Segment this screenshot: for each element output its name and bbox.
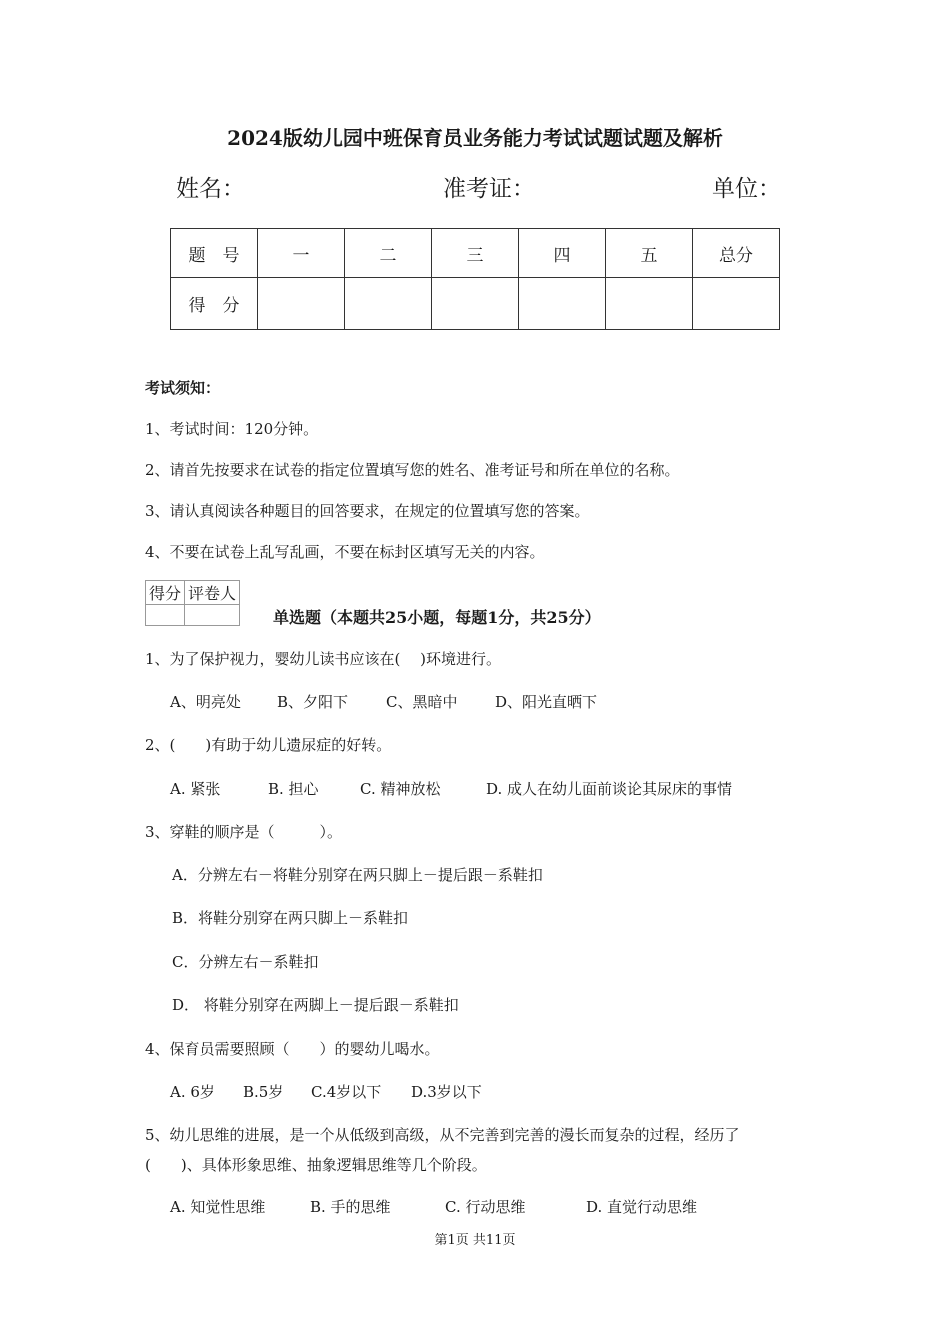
unit-label: 单位： — [712, 176, 781, 202]
q5-option-a: A. 知觉性思维 — [170, 1198, 266, 1216]
score-input-cell[interactable] — [258, 278, 345, 330]
q5-option-c: C. 行动思维 — [445, 1198, 526, 1216]
score-table-cell: 一 — [258, 229, 345, 278]
page-title: 2024版幼儿园中班保育员业务能力考试试题试题及解析 — [227, 126, 723, 150]
q4-option-d: D.3岁以下 — [411, 1083, 482, 1101]
score-table — [170, 228, 780, 330]
section-title: 单选题（本题共25小题，每题1分，共25分） — [273, 608, 601, 627]
q4-option-b: B.5岁 — [243, 1083, 284, 1101]
q3-option-b: B．将鞋分别穿在两只脚上－系鞋扣 — [172, 909, 409, 927]
grader-name-label: 评卷人 — [185, 581, 240, 605]
score-input-cell[interactable] — [345, 278, 432, 330]
q3-option-d: D． 将鞋分别穿在两脚上－提后跟－系鞋扣 — [172, 996, 459, 1014]
grader-score-label: 得分 — [146, 581, 185, 605]
q2-option-a: A. 紧张 — [170, 780, 221, 798]
score-row-label: 得 分 — [171, 278, 258, 330]
q2-option-c: C. 精神放松 — [360, 780, 441, 798]
notice-item: 2、请首先按要求在试卷的指定位置填写您的姓名、准考证号和所在单位的名称。 — [145, 461, 680, 479]
score-input-cell[interactable] — [432, 278, 519, 330]
score-input-cell[interactable] — [606, 278, 693, 330]
q2-option-d: D. 成人在幼儿面前谈论其尿床的事情 — [486, 780, 733, 798]
exam-id-label: 准考证： — [443, 176, 535, 202]
q2-option-b: B. 担心 — [268, 780, 319, 798]
score-table-cell: 总分 — [693, 229, 780, 278]
question-5-line-1: 5、幼儿思维的进展，是一个从低级到高级，从不完善到完善的漫长而复杂的过程，经历了 — [145, 1126, 740, 1144]
grader-name-cell[interactable] — [185, 605, 240, 626]
page-footer: 第1页 共11页 — [434, 1233, 516, 1248]
q1-option-b: B、夕阳下 — [277, 693, 349, 711]
score-table-header-row — [171, 229, 780, 278]
q5-option-b: B. 手的思维 — [310, 1198, 391, 1216]
notice-item: 3、请认真阅读各种题目的回答要求，在规定的位置填写您的答案。 — [145, 502, 590, 520]
q3-option-c: C．分辨左右－系鞋扣 — [172, 953, 319, 971]
score-table-cell: 题 号 — [171, 229, 258, 278]
score-input-cell[interactable] — [519, 278, 606, 330]
notice-heading: 考试须知： — [145, 379, 221, 397]
name-label: 姓名： — [176, 176, 245, 202]
score-table-cell: 五 — [606, 229, 693, 278]
notice-item: 4、不要在试卷上乱写乱画，不要在标封区填写无关的内容。 — [145, 543, 545, 561]
q1-option-d: D、阳光直晒下 — [495, 693, 598, 711]
question-5-line-2: ( )、具体形象思维、抽象逻辑思维等几个阶段。 — [145, 1156, 487, 1174]
question-2: 2、( )有助于幼儿遗尿症的好转。 — [145, 736, 392, 754]
q4-option-a: A. 6岁 — [170, 1083, 215, 1101]
q5-option-d: D. 直觉行动思维 — [586, 1198, 698, 1216]
score-input-cell[interactable] — [693, 278, 780, 330]
score-table-score-row — [171, 278, 780, 330]
grader-box — [145, 580, 240, 626]
question-4: 4、保育员需要照顾（ ）的婴幼儿喝水。 — [145, 1040, 440, 1058]
score-table-cell: 二 — [345, 229, 432, 278]
notice-item: 1、考试时间：120分钟。 — [145, 420, 319, 438]
q1-option-c: C、黑暗中 — [386, 693, 458, 711]
q4-option-c: C.4岁以下 — [311, 1083, 382, 1101]
score-table-cell: 四 — [519, 229, 606, 278]
grader-score-cell[interactable] — [146, 605, 185, 626]
question-1: 1、为了保护视力，婴幼儿读书应该在( )环境进行。 — [145, 650, 502, 668]
question-3: 3、穿鞋的顺序是（ ）。 — [145, 823, 343, 841]
q1-option-a: A、明亮处 — [170, 693, 241, 711]
score-table-cell: 三 — [432, 229, 519, 278]
q3-option-a: A．分辨左右－将鞋分别穿在两只脚上－提后跟－系鞋扣 — [172, 866, 543, 884]
